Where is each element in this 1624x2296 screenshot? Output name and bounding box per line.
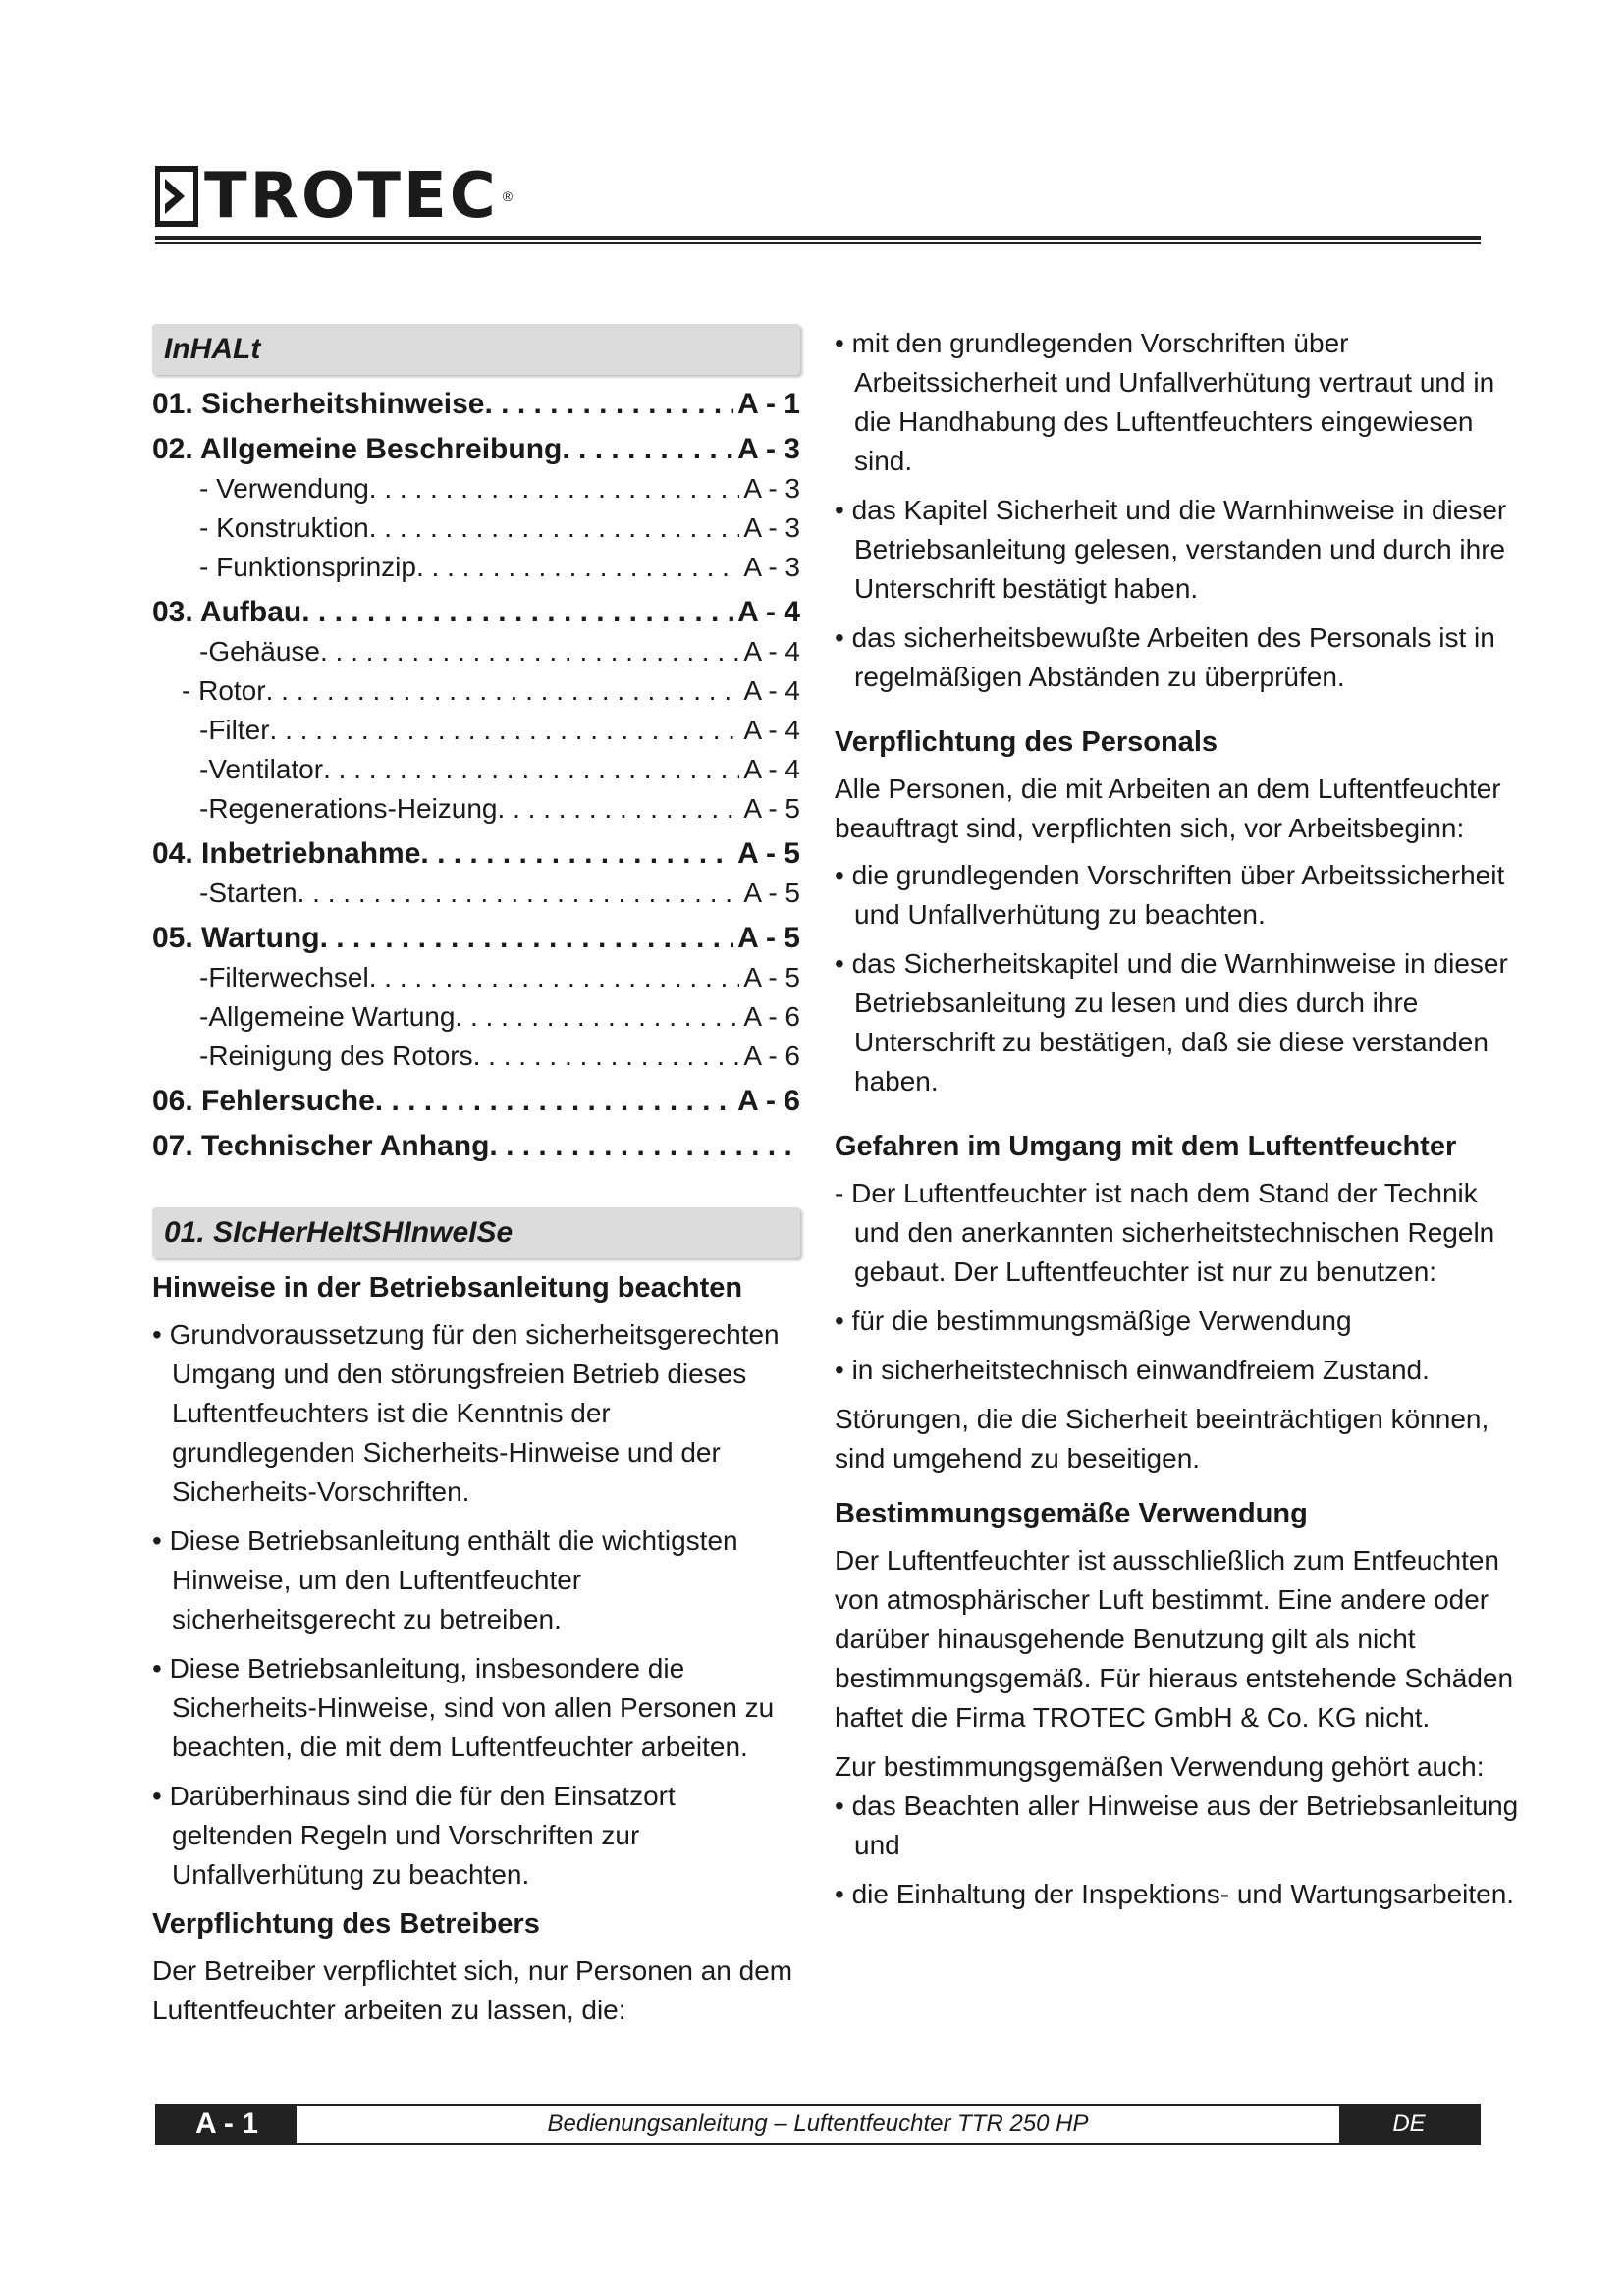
toc-leader-dots	[484, 385, 733, 424]
paragraph-gefahren: - Der Luftentfeuchter ist nach dem Stand der Technik und den anerkannten sicherheitstechnischen Regeln gebaut. Der Luftentfeuchter ist nur zu benutzen:	[835, 1178, 1495, 1287]
toc-entry-label: -Allgemeine Wartung	[199, 1001, 456, 1032]
toc-entry-page: A - 6	[743, 1041, 800, 1071]
list-item: • das Beachten aller Hinweise aus der Betriebsanleitung und	[835, 1790, 1519, 1860]
toc-entry-page: A - 4	[743, 636, 800, 667]
toc-entry-label: 06. Fehlersuche	[152, 1085, 375, 1117]
toc-entry-page: A - 3	[737, 433, 800, 465]
section-title: 01. SIcHerHeItSHInweISe	[152, 1207, 800, 1258]
toc-entry-page: A - 6	[737, 1085, 800, 1117]
toc-leader-dots	[455, 997, 739, 1037]
toc-entry-page: A - 5	[743, 878, 800, 908]
toc-entry	[152, 711, 800, 750]
toc-leader-dots	[369, 469, 740, 508]
list-item: • die grundlegenden Vorschriften über Arbeitssicherheit und Unfallverhütung zu beachten.	[835, 860, 1505, 930]
toc-entry	[152, 548, 800, 587]
list-item: • Grundvoraussetzung für den sicherheitsgerechten Umgang und den störungsfreien Betrieb dieses Luftentfeuchters ist die Kenntnis der grundlegenden Sicherheits-Hinweise und der Sicherheits-Vorschriften.	[152, 1319, 780, 1507]
toc-entry-page: A - 5	[743, 793, 800, 824]
toc-entry-label: -Ventilator	[199, 754, 324, 784]
toc-entry	[152, 834, 800, 874]
toc-entry	[152, 919, 800, 958]
toc-entry	[152, 997, 800, 1037]
toc-entry-label: 05. Wartung	[152, 922, 320, 954]
page-footer	[155, 2104, 1481, 2145]
paragraph-verwendung: Der Luftentfeuchter ist ausschließlich zum Entfeuchten von atmosphärischer Luft bestimmt. Eine andere oder darüber hinausgehende Benutzung gilt als nicht bestimmungsgemäß. Für hieraus entstehende Schäden haftet die Firma TROTEC GmbH & Co. KG nicht.	[835, 1545, 1514, 1733]
right-column	[835, 324, 1522, 1924]
toc-leader-dots	[416, 548, 739, 587]
toc-leader-dots	[301, 593, 733, 632]
toc-entry	[152, 874, 800, 913]
toc-entry	[152, 593, 800, 632]
toc-entry	[152, 632, 800, 671]
header-rule-thin	[155, 242, 1481, 244]
toc-entry-label: 07. Technischer Anhang	[152, 1130, 490, 1162]
registered-mark: ®	[502, 188, 514, 204]
left-column	[152, 324, 800, 2030]
toc-leader-dots	[375, 1082, 733, 1121]
toc-entry	[152, 750, 800, 789]
toc-entry-page: A - 1	[737, 388, 800, 420]
toc-entry	[152, 958, 800, 997]
toc-leader-dots	[562, 430, 733, 469]
toc-entry-page: A - 5	[743, 962, 800, 992]
toc-entry	[152, 1082, 800, 1121]
list-item: • Diese Betriebsanleitung, insbesondere die Sicherheits-Hinweise, sind von allen Personen zu beachten, die mit dem Luftentfeuchter arbeiten.	[152, 1653, 775, 1762]
list-item: • das sicherheitsbewußte Arbeiten des Personals ist in regelmäßigen Abständen zu überprüfen.	[835, 622, 1495, 692]
toc-entry-label: - Konstruktion	[199, 512, 369, 543]
toc-entry-page: A - 3	[743, 512, 800, 543]
toc-entry-label: 01. Sicherheitshinweise	[152, 388, 485, 420]
toc-entry-label: 02. Allgemeine Beschreibung	[152, 433, 563, 465]
toc-entry	[152, 385, 800, 424]
toc-leader-dots	[369, 958, 740, 997]
page-number: A - 1	[157, 2106, 297, 2143]
paragraph-betreiber: Der Betreiber verpflichtet sich, nur Personen an dem Luftentfeuchter arbeiten zu lassen, die:	[152, 1955, 793, 2025]
list-item: • die Einhaltung der Inspektions- und Wartungsarbeiten.	[835, 1879, 1515, 1909]
heading-betreiber: Verpflichtung des Betreibers	[152, 1908, 540, 1940]
toc-entry-page: A - 4	[743, 675, 800, 706]
toc-entry-page: A - 4	[743, 715, 800, 745]
toc-leader-dots	[369, 508, 740, 548]
toc-entry	[152, 508, 800, 548]
toc-entry-label: 03. Aufbau	[152, 596, 302, 628]
toc-entry-page: A - 4	[743, 754, 800, 784]
toc-entry	[152, 671, 800, 711]
heading-verwendung: Bestimmungsgemäße Verwendung	[835, 1498, 1308, 1529]
toc-entry-label: -Regenerations-Heizung	[199, 793, 498, 824]
toc-entry	[152, 469, 800, 508]
language-code: DE	[1339, 2106, 1479, 2143]
table-of-contents	[152, 385, 800, 1166]
brand-name: TROTEC	[204, 160, 499, 233]
toc-entry-page: A - 5	[737, 922, 800, 954]
toc-entry-label: -Filterwechsel	[199, 962, 369, 992]
toc-entry-label: -Filter	[199, 715, 270, 745]
toc-leader-dots	[320, 919, 734, 958]
list-item: • für die bestimmungsmäßige Verwendung	[835, 1306, 1352, 1336]
toc-leader-dots	[270, 711, 740, 750]
toc-entry	[152, 1037, 800, 1076]
list-item: • mit den grundlegenden Vorschriften über Arbeitssicherheit und Unfallverhütung vertraut und in die Handhabung des Luftentfeuchters eingewiesen sind.	[835, 328, 1495, 476]
toc-entry	[152, 789, 800, 828]
toc-entry-label: -Gehäuse	[199, 636, 320, 667]
paragraph-personal: Alle Personen, die mit Arbeiten an dem Luftentfeuchter beauftragt sind, verpflichten sich, vor Arbeitsbeginn:	[835, 774, 1501, 843]
toc-entry-label: - Rotor	[182, 675, 266, 706]
toc-entry-label: -Starten	[199, 878, 298, 908]
toc-leader-dots	[489, 1127, 796, 1166]
brand-logo	[155, 160, 514, 233]
toc-leader-dots	[323, 750, 739, 789]
toc-leader-dots	[320, 632, 739, 671]
toc-entry-page: A - 3	[743, 552, 800, 582]
toc-leader-dots	[298, 874, 740, 913]
list-item: • Darüberhinaus sind die für den Einsatzort geltenden Regeln und Vorschriften zur Unfallverhütung zu beachten.	[152, 1781, 676, 1890]
toc-entry-page: A - 5	[737, 837, 800, 870]
paragraph-gehoert: Zur bestimmungsgemäßen Verwendung gehört auch:	[835, 1751, 1485, 1782]
heading-gefahren: Gefahren im Umgang mit dem Luftentfeuchter	[835, 1131, 1457, 1162]
toc-leader-dots	[473, 1037, 740, 1076]
toc-title: InHALt	[152, 324, 800, 375]
toc-entry-label: 04. Inbetriebnahme	[152, 837, 421, 870]
toc-leader-dots	[498, 789, 740, 828]
list-item: • in sicherheitstechnisch einwandfreiem Zustand.	[835, 1355, 1430, 1385]
paragraph-stoerungen: Störungen, die die Sicherheit beeinträchtigen können, sind umgehend zu beseitigen.	[835, 1404, 1489, 1473]
toc-entry-page: A - 4	[737, 596, 800, 628]
heading-personal: Verpflichtung des Personals	[835, 726, 1218, 758]
trotec-logo-icon	[155, 165, 198, 228]
toc-entry-page: A - 6	[743, 1001, 800, 1032]
footer-title: Bedienungsanleitung – Luftentfeuchter TTR 250 HP	[547, 2110, 1089, 2137]
list-item: • Diese Betriebsanleitung enthält die wichtigsten Hinweise, um den Luftentfeuchter sicherheitsgerecht zu betreiben.	[152, 1525, 738, 1634]
toc-entry-label: - Funktionsprinzip	[199, 552, 416, 582]
toc-entry-label: -Reinigung des Rotors	[199, 1041, 473, 1071]
toc-entry	[152, 1127, 800, 1166]
heading-hinweise: Hinweise in der Betriebsanleitung beachten	[152, 1272, 743, 1304]
list-item: • das Kapitel Sicherheit und die Warnhinweise in dieser Betriebsanleitung gelesen, verstanden und durch ihre Unterschrift bestätigt haben.	[835, 495, 1507, 604]
toc-entry-label: - Verwendung	[199, 473, 369, 504]
header-rule	[155, 236, 1481, 240]
list-item: • das Sicherheitskapitel und die Warnhinweise in dieser Betriebsanleitung zu lesen und dies durch ihre Unterschrift zu bestätigen, daß sie diese verstanden haben.	[835, 948, 1508, 1096]
toc-leader-dots	[266, 671, 740, 711]
toc-entry	[152, 430, 800, 469]
toc-leader-dots	[420, 834, 733, 874]
toc-entry-page: A - 3	[743, 473, 800, 504]
